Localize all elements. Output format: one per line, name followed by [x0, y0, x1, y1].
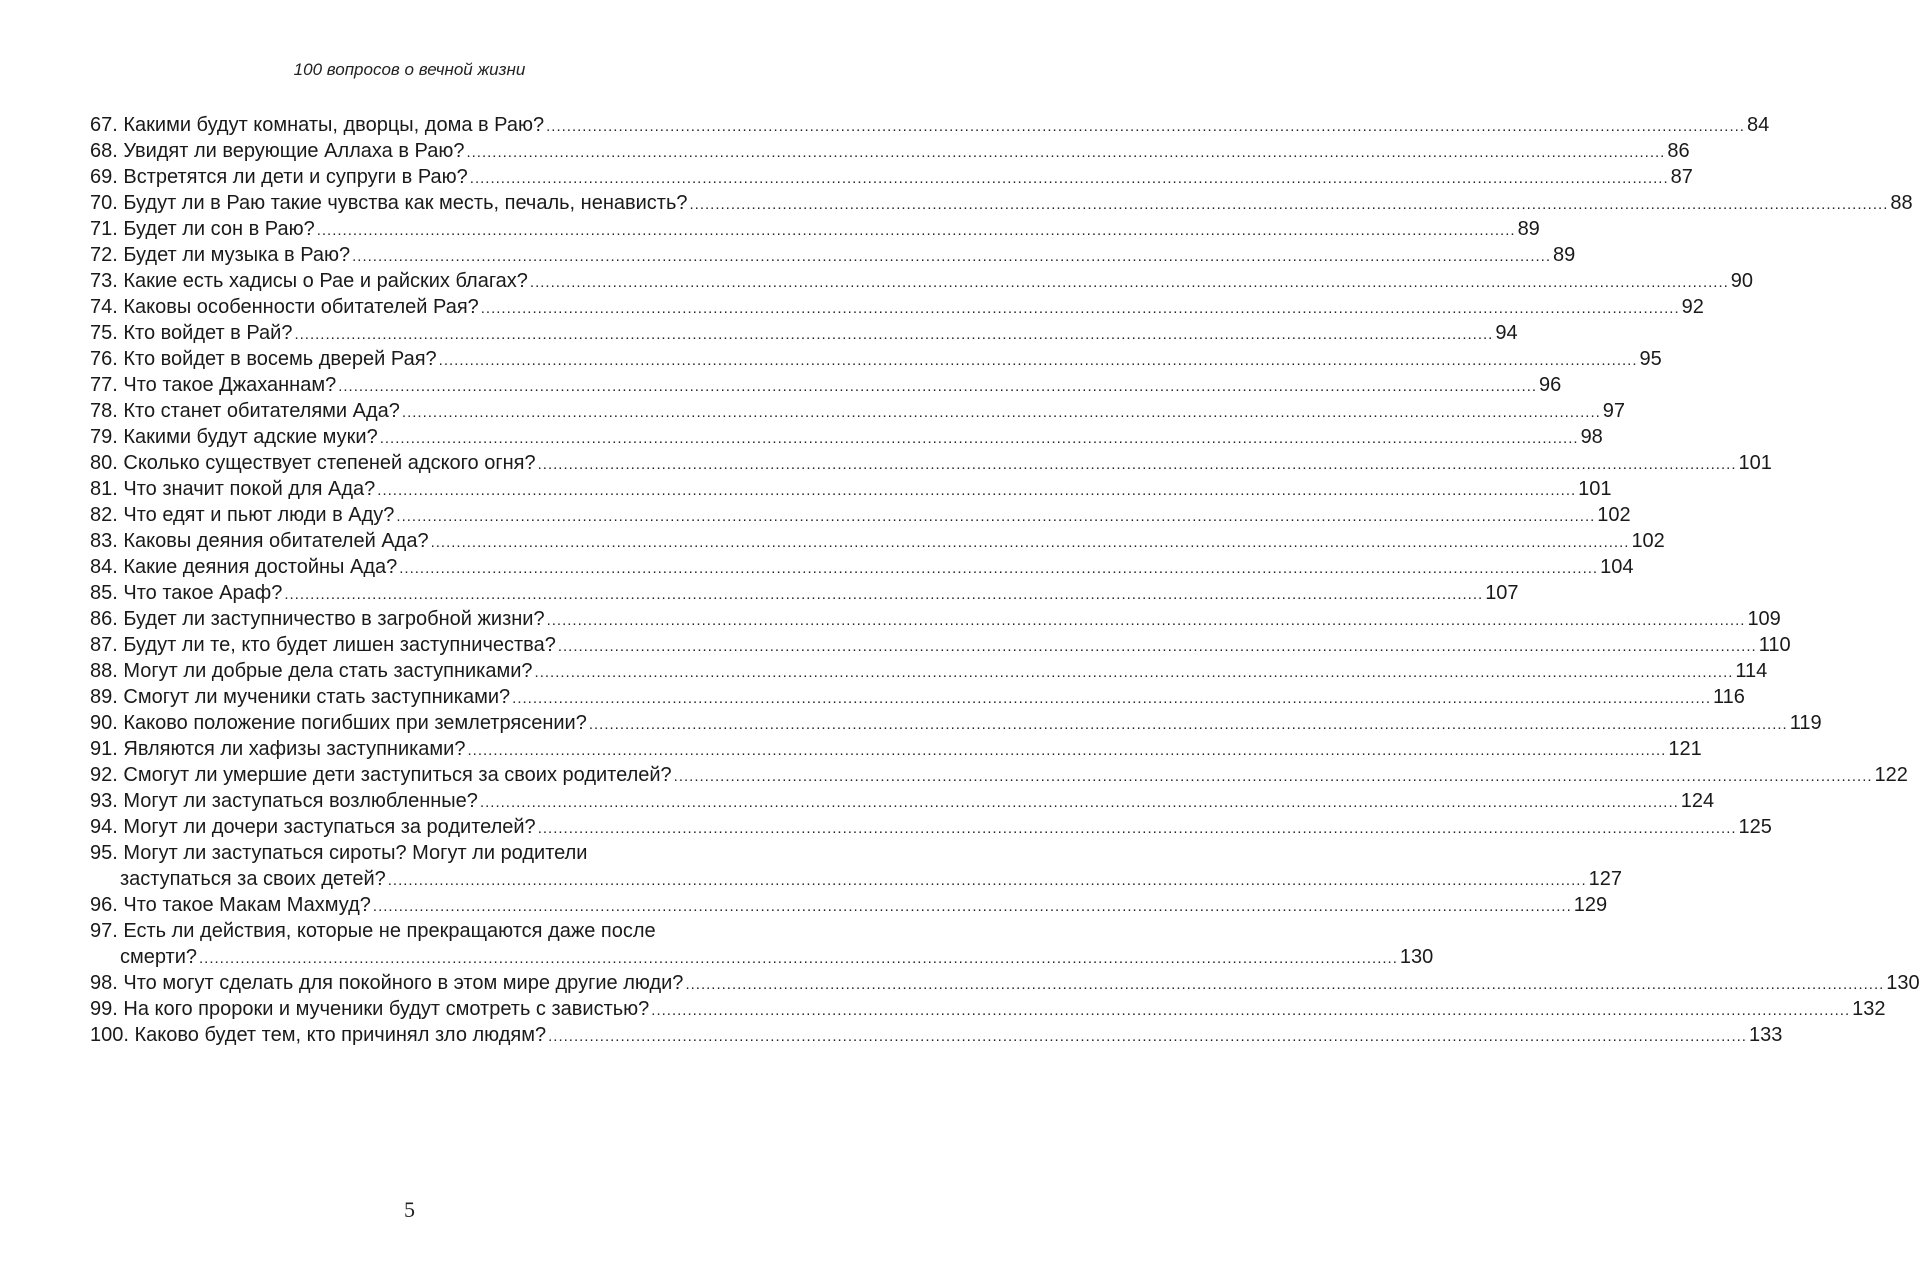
- dot-leader: [380, 424, 1579, 452]
- toc-entry-page: 107: [1485, 582, 1519, 604]
- toc-entry-line2: [90, 944, 1434, 970]
- toc-entry-page: 116: [1713, 686, 1745, 708]
- toc-entry-title: Будет ли сон в Раю?: [123, 218, 315, 240]
- dot-leader: [538, 814, 1737, 842]
- toc-entry-title: Какие есть хадисы о Рае и райских благах?: [123, 270, 528, 292]
- toc-entry-number: 69.: [90, 166, 118, 188]
- toc-entry-page: 114: [1735, 660, 1768, 682]
- toc-entry-title-continued: заступаться за своих детей?: [120, 868, 386, 890]
- toc-entry-page: 87: [1670, 166, 1693, 188]
- toc-entry-number: 76.: [90, 348, 118, 370]
- dot-leader: [530, 268, 1729, 296]
- toc-entry-page: 89: [1517, 218, 1540, 240]
- toc-entry: [90, 216, 1540, 242]
- dot-leader: [402, 398, 1601, 426]
- toc-entry: [90, 814, 1772, 840]
- table-of-contents: [90, 112, 1920, 1048]
- toc-entry-number: 82.: [90, 504, 118, 526]
- toc-entry-title: Кто станет обитателями Ада?: [123, 400, 400, 422]
- toc-entry-number: 89.: [90, 686, 118, 708]
- dot-leader: [439, 346, 1638, 374]
- toc-entry-title: Какими будут комнаты, дворцы, дома в Раю?: [123, 114, 545, 136]
- toc-entry-number: 77.: [90, 374, 118, 396]
- toc-entry-number: 74.: [90, 296, 118, 318]
- toc-entry-title: Будут ли те, кто будет лишен заступничества?: [123, 634, 556, 656]
- dot-leader: [317, 216, 1516, 244]
- toc-entry: [90, 970, 1920, 996]
- toc-entry-page: 110: [1758, 634, 1791, 656]
- toc-entry-number: 84.: [90, 556, 118, 578]
- toc-entry-title: На кого пророки и мученики будут смотреть с завистью?: [123, 998, 650, 1020]
- toc-entry: [90, 996, 1886, 1022]
- toc-entry: [90, 294, 1704, 320]
- dot-leader: [651, 996, 1850, 1024]
- toc-entry-page: 121: [1668, 738, 1702, 760]
- running-head: 100 вопросов о вечной жизни: [293, 60, 526, 79]
- toc-entry-title: Что могут сделать для покойного в этом мире другие люди?: [123, 972, 684, 994]
- toc-entry: [90, 554, 1634, 580]
- toc-entry-title: Кто войдет в Рай?: [123, 322, 293, 344]
- dot-leader: [589, 710, 1788, 738]
- toc-entry-page: 101: [1578, 478, 1612, 500]
- toc-entry-page: 130: [1399, 946, 1434, 968]
- toc-entry-title: Что такое Макам Махмуд?: [123, 894, 371, 916]
- toc-entry-title: Являются ли хафизы заступниками?: [123, 738, 466, 760]
- toc-entry-page: 127: [1588, 868, 1622, 890]
- toc-entry-title: Что значит покой для Ада?: [123, 478, 376, 500]
- toc-entry-page: 95: [1639, 348, 1662, 370]
- toc-entry-title: Могут ли добрые дела стать заступниками?: [123, 660, 533, 682]
- dot-leader: [558, 632, 1757, 660]
- toc-entry-line1: [90, 918, 732, 944]
- toc-entry: [90, 502, 1631, 528]
- toc-entry-title: Кто войдет в восемь дверей Рая?: [123, 348, 437, 370]
- dot-leader: [377, 476, 1576, 504]
- dot-leader: [467, 736, 1666, 764]
- dot-leader: [512, 684, 1711, 712]
- dot-leader: [548, 1022, 1747, 1050]
- toc-entry: [90, 112, 1770, 138]
- dot-leader: [399, 554, 1598, 582]
- toc-entry: [90, 424, 1603, 450]
- toc-entry-title: Будут ли в Раю такие чувства как месть, печаль, ненависть?: [123, 192, 688, 214]
- toc-entry-number: 68.: [90, 140, 118, 162]
- toc-entry-title: Что едят и пьют люди в Аду?: [123, 504, 395, 526]
- dot-leader: [338, 372, 1537, 400]
- dot-leader: [388, 866, 1587, 894]
- toc-entry-title: Смогут ли умершие дети заступиться за своих родителей?: [123, 764, 672, 786]
- toc-entry-page: 130: [1886, 972, 1920, 994]
- dot-leader: [294, 320, 1493, 348]
- dot-leader: [547, 606, 1746, 634]
- toc-entry-title: Могут ли заступаться возлюбленные?: [123, 790, 478, 812]
- toc-entry-page: 133: [1748, 1024, 1783, 1046]
- toc-entry: [90, 580, 1519, 606]
- toc-entry-page: 97: [1602, 400, 1626, 422]
- toc-entry-title-continued: смерти?: [120, 946, 198, 968]
- toc-entry: [90, 892, 1608, 918]
- toc-entry-number: 98.: [90, 972, 118, 994]
- dot-leader: [685, 970, 1884, 998]
- toc-entry-number: 81.: [90, 478, 118, 500]
- toc-entry-number: 78.: [90, 400, 118, 422]
- dot-leader: [373, 892, 1572, 920]
- toc-entry-number: 100.: [90, 1024, 129, 1046]
- toc-entry: [90, 658, 1768, 684]
- toc-entry-number: 94.: [90, 816, 118, 838]
- toc-entry-title: Смогут ли мученики стать заступниками?: [123, 686, 511, 708]
- toc-entry-number: 71.: [90, 218, 118, 240]
- toc-entry-title: Увидят ли верующие Аллаха в Раю?: [123, 140, 465, 162]
- toc-entry-page: 86: [1667, 140, 1690, 162]
- toc-entry-number: 80.: [90, 452, 118, 474]
- toc-entry-title: Будет ли музыка в Раю?: [123, 244, 351, 266]
- toc-entry: [90, 268, 1754, 294]
- toc-entry: [90, 476, 1612, 502]
- toc-entry-page: 90: [1730, 270, 1754, 292]
- toc-entry: [90, 606, 1781, 632]
- toc-entry-page: 132: [1852, 998, 1886, 1020]
- toc-entry-page: 109: [1747, 608, 1781, 630]
- toc-entry-number: 92.: [90, 764, 118, 786]
- toc-entry-page: 122: [1874, 764, 1908, 786]
- dot-leader: [481, 294, 1680, 322]
- toc-entry-page: 102: [1597, 504, 1631, 526]
- toc-entry: [90, 242, 1576, 268]
- dot-leader: [538, 450, 1737, 478]
- toc-entry-title: Есть ли действия, которые не прекращаются даже после: [123, 920, 656, 942]
- toc-entry: [90, 372, 1562, 398]
- toc-entry-title: Какими будут адские муки?: [123, 426, 378, 448]
- toc-entry-line1: [90, 840, 732, 866]
- toc-entry-page: 129: [1573, 894, 1608, 916]
- toc-entry-page: 88: [1890, 192, 1913, 214]
- toc-entry: [90, 528, 1665, 554]
- toc-entry-page: 119: [1789, 712, 1822, 734]
- toc-entry-number: 96.: [90, 894, 118, 916]
- toc-entry-number: 99.: [90, 998, 118, 1020]
- toc-entry-number: 93.: [90, 790, 118, 812]
- toc-entry-page: 89: [1553, 244, 1576, 266]
- toc-entry: [90, 684, 1745, 710]
- dot-leader: [470, 164, 1669, 192]
- toc-entry-number: 95.: [90, 842, 118, 864]
- toc-entry: [90, 164, 1693, 190]
- toc-entry-page: 124: [1680, 790, 1715, 812]
- toc-entry-title: Что такое Араф?: [123, 582, 283, 604]
- toc-entry-page: 96: [1539, 374, 1562, 396]
- dot-leader: [674, 762, 1873, 790]
- dot-leader: [199, 944, 1398, 972]
- toc-entry-title: Каковы особенности обитателей Рая?: [123, 296, 479, 318]
- toc-entry-page: 94: [1495, 322, 1518, 344]
- toc-entry: [90, 762, 1908, 788]
- dot-leader: [352, 242, 1551, 270]
- dot-leader: [284, 580, 1483, 608]
- toc-entry-number: 67.: [90, 114, 118, 136]
- dot-leader: [546, 112, 1745, 140]
- toc-entry: [90, 450, 1772, 476]
- toc-entry-number: 83.: [90, 530, 118, 552]
- toc-entry-number: 79.: [90, 426, 118, 448]
- toc-entry-page: 102: [1631, 530, 1665, 552]
- page-number: 5: [404, 1197, 415, 1222]
- toc-entry-title: Каково положение погибших при землетрясении?: [123, 712, 587, 734]
- toc-entry: [90, 788, 1715, 814]
- toc-entry-page: 125: [1738, 816, 1772, 838]
- toc-entry-title: Что такое Джаханнам?: [123, 374, 337, 396]
- toc-entry-number: 75.: [90, 322, 118, 344]
- toc-entry: [90, 632, 1791, 658]
- toc-entry-page: 92: [1681, 296, 1704, 318]
- toc-entry-page: 101: [1738, 452, 1772, 474]
- toc-entry: [90, 710, 1822, 736]
- dot-leader: [690, 190, 1889, 218]
- toc-entry-title: Каковы деяния обитателей Ада?: [123, 530, 429, 552]
- toc-entry: [90, 320, 1518, 346]
- toc-entry: [90, 138, 1690, 164]
- dot-leader: [431, 528, 1630, 556]
- toc-entry: [90, 398, 1626, 424]
- toc-entry-number: 86.: [90, 608, 118, 630]
- toc-entry-title: Сколько существует степеней адского огня?: [123, 452, 536, 474]
- toc-entry-title: Каково будет тем, кто причинял зло людям?: [134, 1024, 547, 1046]
- dot-leader: [480, 788, 1679, 816]
- toc-entry-number: 97.: [90, 920, 118, 942]
- dot-leader: [466, 138, 1665, 166]
- toc-entry-title: Встретятся ли дети и супруги в Раю?: [123, 166, 468, 188]
- toc-entry: [90, 840, 1622, 892]
- toc-entry-title: Какие деяния достойны Ада?: [123, 556, 398, 578]
- toc-entry-page: 104: [1600, 556, 1634, 578]
- toc-entry-number: 73.: [90, 270, 118, 292]
- toc-entry-number: 88.: [90, 660, 118, 682]
- toc-entry: [90, 918, 1434, 970]
- toc-entry-title: Могут ли заступаться сироты? Могут ли родители: [123, 842, 588, 864]
- toc-entry-number: 85.: [90, 582, 118, 604]
- dot-leader: [535, 658, 1734, 686]
- toc-entry-line2: [90, 866, 1622, 892]
- toc-entry: [90, 1022, 1783, 1048]
- toc-entry-page: 84: [1746, 114, 1770, 136]
- toc-entry: [90, 346, 1662, 372]
- toc-entry-number: 87.: [90, 634, 118, 656]
- toc-entry-number: 90.: [90, 712, 118, 734]
- dot-leader: [396, 502, 1595, 530]
- toc-entry-number: 72.: [90, 244, 118, 266]
- toc-entry-title: Будет ли заступничество в загробной жизни?: [123, 608, 545, 630]
- toc-entry: [90, 736, 1702, 762]
- toc-entry-number: 70.: [90, 192, 118, 214]
- toc-entry-number: 91.: [90, 738, 118, 760]
- toc-entry: [90, 190, 1913, 216]
- toc-entry-page: 98: [1580, 426, 1603, 448]
- toc-entry-title: Могут ли дочери заступаться за родителей?: [123, 816, 536, 838]
